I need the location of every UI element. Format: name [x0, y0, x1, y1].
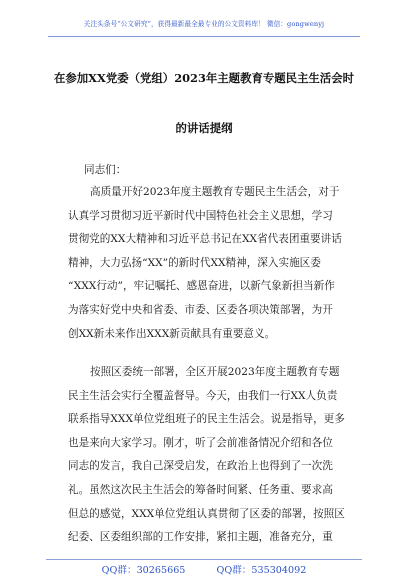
- header-divider: [48, 36, 360, 37]
- paragraph-1: [68, 181, 344, 346]
- paragraph-line: 联系指导XXX单位党组班子的民主生活会。说是指导，更多: [68, 413, 345, 426]
- paragraph-line: 为落实好党中央和省委、市委、区委各项决策部署，为开: [68, 303, 333, 316]
- paragraph-line: 贯彻党的XX大精神和习近平总书记在XX省代表团重要讲话: [68, 233, 342, 246]
- paragraph-line: 高质量开好2023年度主题教育专题民主生活会，对于: [90, 186, 340, 198]
- paragraph-line: 精神，大力弘扬“XX”的新时代XX精神，深入实施区委: [68, 256, 321, 269]
- footer-qq-group-2: QQ群：535304092: [216, 565, 307, 576]
- page-header: [0, 14, 408, 36]
- salutation: 同志们：: [84, 164, 127, 176]
- paragraph-line: 礼。虽然这次民主生活会的筹备时间紧、任务重、要求高: [68, 483, 333, 496]
- paragraph-line: 认真学习贯彻习近平新时代中国特色社会主义思想，学习: [68, 209, 333, 222]
- document-title-line-2: 的讲话提纲: [175, 121, 233, 135]
- paragraph-line: 民主生活会实行全覆盖督导。今天，由我们一行XX人负责: [68, 389, 338, 402]
- footer-divider: [46, 559, 362, 560]
- document-title-line-1: 在参加XX党委（党组）2023年主题教育专题民主生活会时: [54, 71, 354, 85]
- page-footer: [0, 562, 408, 576]
- paragraph-line: 纪委、区委组织部的工作安排，紧扣主题，准备充分，重: [68, 531, 333, 544]
- header-promo-text: 关注头条号“公文研究”，获得最新最全最专业的公文资料库！ 微信：gongwenyj: [83, 20, 325, 28]
- paragraph-line: 同志的发言，我自己深受启发，在政治上也得到了一次洗: [68, 460, 333, 473]
- paragraph-line: “XXX行动”，牢记嘱托、感恩奋进，以新气象新担当新作: [68, 280, 335, 293]
- paragraph-line: 创XX新未来作出XXX新贡献具有重要意义。: [68, 327, 276, 340]
- paragraph-line: 也是来向大家学习。刚才，听了会前准备情况介绍和各位: [68, 436, 333, 449]
- paragraph-line: 按照区委统一部署，全区开展2023年度主题教育专题: [90, 366, 340, 378]
- paragraph-2: [68, 361, 344, 550]
- footer-qq-group-1: QQ群：30265665: [101, 565, 186, 576]
- paragraph-line: 但总的感觉，XXX单位党组认真贯彻了区委的部署，按照区: [68, 507, 345, 520]
